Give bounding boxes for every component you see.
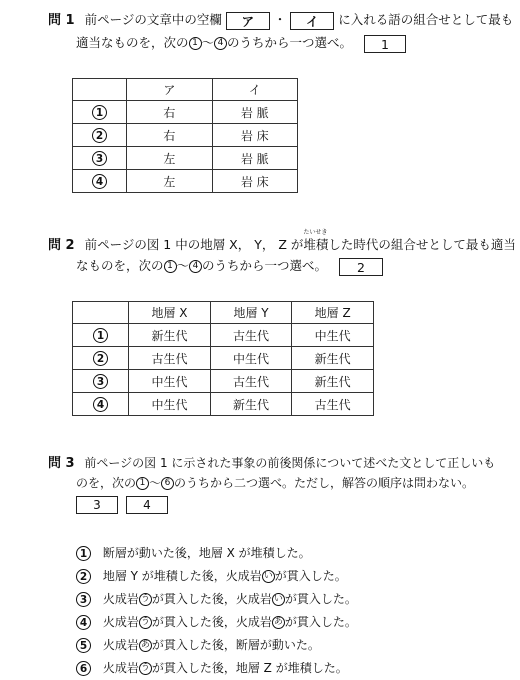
q3-answer-box-3: 3 — [76, 496, 118, 514]
q2-cell-y: 新生代 — [210, 393, 292, 416]
list-item — [76, 544, 311, 561]
q2-cell-y: 中生代 — [210, 347, 292, 370]
q1-cell-b: 岩 床 — [212, 170, 297, 193]
q1-line-1 — [48, 9, 513, 30]
q2-cell-z: 古生代 — [292, 393, 374, 416]
q2-text-a: 前ページの図 1 中の地層 X， Y， Z が — [84, 237, 304, 252]
q3-rock-mark: い — [263, 571, 273, 581]
q2-ruby-base: 堆積 — [303, 237, 329, 252]
q2-cell-x: 新生代 — [129, 324, 211, 347]
q1-line-2 — [76, 33, 406, 53]
q1-cell-b: 岩 床 — [212, 124, 297, 147]
q2-row-number: 3 — [93, 374, 108, 389]
q3-text-a: 前ページの図 1 に示された事象の前後関係について述べた文として正しいも — [84, 456, 496, 470]
q3-answer-box-4: 4 — [126, 496, 168, 514]
q1-header-b: イ — [212, 79, 297, 101]
q2-text-c: なものを，次の — [76, 258, 164, 273]
q2-label: 問 2 — [48, 238, 75, 253]
q3-option-text: が貫入した後，火成岩 — [151, 592, 272, 606]
q3-text-b: のを，次の — [76, 476, 137, 490]
q1-row-number: 1 — [92, 105, 107, 120]
table-row — [73, 170, 298, 193]
q3-rock-mark: あ — [273, 617, 283, 627]
q1-text-d: のうちから一つ選べ。 — [227, 35, 353, 50]
q1-cell-b: 岩 脈 — [212, 147, 297, 170]
q3-option-text: が貫入した後，地層 Z が堆積した。 — [151, 661, 348, 675]
q2-cell-x: 古生代 — [129, 347, 211, 370]
q3-rock-mark: う — [140, 617, 150, 627]
q3-option-text: 火成岩 — [102, 638, 139, 652]
q1-row-number: 4 — [92, 174, 107, 189]
q3-option-number: 4 — [76, 615, 91, 630]
q3-answer-boxes — [76, 496, 168, 514]
q2-cell-x: 中生代 — [129, 370, 211, 393]
q1-row-number: 3 — [92, 151, 107, 166]
q2-ruby — [303, 229, 329, 253]
q1-range-start: 1 — [189, 37, 202, 50]
q1-cell-a: 左 — [127, 147, 212, 170]
list-item — [76, 590, 357, 607]
q3-rock-mark: あ — [140, 640, 150, 650]
q1-dot: ・ — [273, 12, 287, 27]
q2-answer-box: 2 — [339, 258, 383, 276]
q2-range-start: 1 — [164, 260, 177, 273]
table-row — [73, 393, 374, 416]
q1-text-b: に入れる語の組合せとして最も — [338, 12, 514, 27]
q1-blank-b: イ — [290, 12, 334, 30]
q3-option-text: 火成岩 — [102, 661, 139, 675]
q3-option-text: が貫入した。 — [284, 615, 357, 629]
q1-range-end: 4 — [214, 37, 227, 50]
q3-option-text: 断層が動いた後，地層 X が堆積した。 — [102, 546, 311, 560]
q1-cell-a: 左 — [127, 170, 212, 193]
table-row — [73, 147, 298, 170]
q3-option-number: 1 — [76, 546, 91, 561]
q2-row-number: 2 — [93, 351, 108, 366]
q3-option-text: が貫入した。 — [284, 592, 357, 606]
list-item — [76, 659, 348, 676]
q1-answer-box: 1 — [364, 35, 406, 53]
q2-header-y: 地層 Y — [210, 302, 292, 324]
table-row — [73, 324, 374, 347]
q3-option-number: 2 — [76, 569, 91, 584]
q1-table — [72, 78, 298, 193]
q2-tilde: 〜 — [176, 258, 190, 273]
q3-option-text: が貫入した後，断層が動いた。 — [151, 638, 320, 652]
q2-cell-z: 新生代 — [292, 370, 374, 393]
list-item — [76, 613, 357, 630]
q3-rock-mark: う — [140, 663, 150, 673]
q2-row-number: 4 — [93, 397, 108, 412]
table-row — [73, 347, 374, 370]
q1-cell-a: 右 — [127, 101, 212, 124]
list-item — [76, 567, 347, 584]
table-row — [73, 370, 374, 393]
q1-table-corner — [73, 79, 127, 101]
q1-text-a: 前ページの文章中の空欄 — [84, 12, 222, 27]
q3-option-number: 3 — [76, 592, 91, 607]
q1-label: 問 1 — [48, 13, 75, 28]
q2-line-2 — [76, 256, 383, 276]
q3-rock-mark: う — [140, 594, 150, 604]
q2-row-number: 1 — [93, 328, 108, 343]
q2-header-z: 地層 Z — [292, 302, 374, 324]
q2-table-corner — [73, 302, 129, 324]
q3-line-1 — [48, 452, 495, 471]
q1-cell-b: 岩 脈 — [212, 101, 297, 124]
q1-text-c: 適当なものを，次の — [76, 35, 189, 50]
q3-rock-mark: い — [273, 594, 283, 604]
q3-option-number: 6 — [76, 661, 91, 676]
q3-text-c: のうちから二つ選べ。ただし，解答の順序は問わない。 — [174, 476, 475, 490]
q2-text-d: のうちから一つ選べ。 — [202, 258, 328, 273]
q2-header-x: 地層 X — [129, 302, 211, 324]
q2-text-b: した時代の組合せとして最も適当 — [328, 237, 516, 252]
q3-tilde: 〜 — [149, 476, 162, 490]
q2-cell-y: 古生代 — [210, 370, 292, 393]
q2-ruby-text: たいせき — [303, 229, 328, 236]
q3-option-text: 火成岩 — [102, 615, 139, 629]
q3-option-text: 地層 Y が堆積した後，火成岩 — [102, 569, 262, 583]
q3-range-end: 6 — [161, 477, 174, 490]
table-row — [73, 124, 298, 147]
q1-tilde: 〜 — [201, 35, 215, 50]
q2-range-end: 4 — [189, 260, 202, 273]
q2-cell-x: 中生代 — [129, 393, 211, 416]
q1-blank-a: ア — [226, 12, 270, 30]
q3-option-text: が貫入した後，火成岩 — [151, 615, 272, 629]
q3-line-2 — [76, 474, 474, 491]
q1-row-number: 2 — [92, 128, 107, 143]
q2-table — [72, 301, 374, 416]
q3-option-text: が貫入した。 — [274, 569, 347, 583]
q1-cell-a: 右 — [127, 124, 212, 147]
q3-label: 問 3 — [48, 456, 75, 471]
q2-cell-y: 古生代 — [210, 324, 292, 347]
q3-range-start: 1 — [136, 477, 149, 490]
q2-cell-z: 中生代 — [292, 324, 374, 347]
table-row — [73, 101, 298, 124]
list-item — [76, 636, 320, 653]
q1-header-a: ア — [127, 79, 212, 101]
q2-cell-z: 新生代 — [292, 347, 374, 370]
q2-line-1 — [48, 229, 516, 253]
q3-option-number: 5 — [76, 638, 91, 653]
q3-option-text: 火成岩 — [102, 592, 139, 606]
